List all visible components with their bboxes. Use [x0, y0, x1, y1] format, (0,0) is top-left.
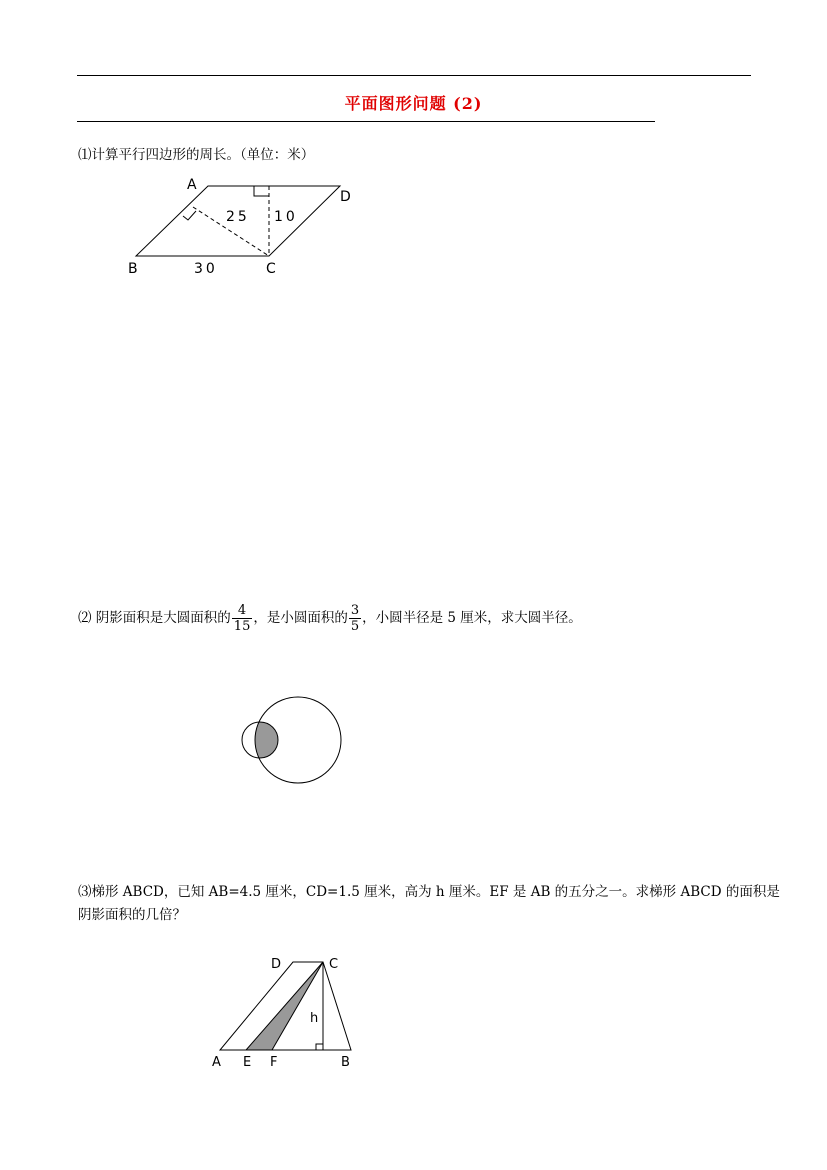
label-e: E	[243, 1055, 252, 1070]
label-c: C	[329, 957, 339, 972]
question-3-line-1: ⑶梯形 ABCD，已知 AB=4.5 厘米，CD=1.5 厘米，高为 h 厘米。EF 是 AB 的五分之一。求梯形 ABCD 的面积是	[78, 884, 780, 900]
length-10: 10	[274, 209, 298, 225]
page-title: 平面图形问题 (2)	[344, 94, 483, 113]
question-1-text: ⑴计算平行四边形的周长。（单位：米）	[78, 147, 315, 163]
label-a: A	[212, 1055, 221, 1070]
label-c: C	[266, 261, 276, 277]
q2-prefix: ⑵ 阴影面积是大圆面积的	[78, 610, 231, 626]
label-b: B	[341, 1055, 350, 1070]
q2-middle: ，是小圆面积的	[253, 610, 348, 626]
label-a: A	[187, 177, 197, 193]
length-30: 30	[194, 261, 218, 277]
fraction-3-5: $\frac{3}{5}$	[350, 603, 360, 634]
fraction-4-15: $\frac{4}{15}$	[233, 603, 251, 634]
label-h: h	[310, 1011, 319, 1026]
question-3-line-2: 阴影面积的几倍？	[78, 907, 186, 923]
label-f: F	[270, 1055, 278, 1070]
label-b: B	[128, 261, 138, 277]
label-d: D	[340, 189, 351, 205]
label-d: D	[271, 957, 282, 972]
q2-suffix: ，小圆半径是 5 厘米，求大圆半径。	[362, 610, 582, 626]
length-25: 25	[226, 209, 250, 225]
